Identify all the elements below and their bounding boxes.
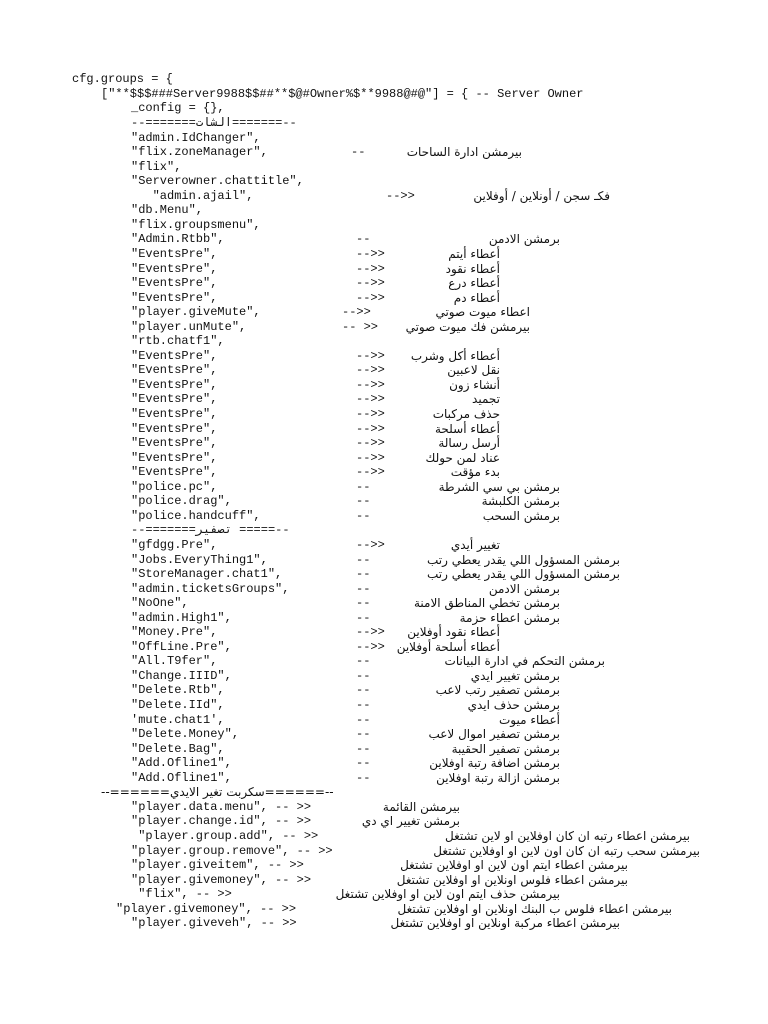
- code-line: "Serverowner.chattitle",: [131, 174, 304, 189]
- arabic-comment: أنشاء زون: [449, 377, 500, 392]
- comment-marker: --: [356, 727, 371, 742]
- arabic-comment: بيرمشن القائمة: [382, 799, 460, 814]
- arabic-comment: برمشن ازالة رتبة اوفلاين: [436, 770, 560, 785]
- code-line: "All.T9fer",: [131, 654, 218, 669]
- comment-marker: -->>: [356, 537, 385, 552]
- comment-marker: --: [351, 145, 366, 160]
- comment-marker: --: [356, 581, 371, 596]
- code-line: "admin.IdChanger",: [131, 130, 261, 145]
- code-line: "EventsPre",: [131, 436, 218, 451]
- comment-marker: --: [356, 479, 371, 494]
- arabic-comment: برمشن السحب: [482, 508, 560, 523]
- code-line: "StoreManager.chat1",: [131, 567, 283, 582]
- code-header-line: cfg.groups = {: [72, 72, 173, 86]
- code-line: "EventsPre",: [131, 261, 218, 276]
- code-line: "EventsPre",: [131, 407, 218, 421]
- comment-marker: --: [356, 552, 371, 567]
- arabic-comment: برمشن تخطي المناطق الامنة: [413, 596, 560, 611]
- code-line: "admin.ajail",: [131, 188, 254, 203]
- comment-marker: -->>: [356, 246, 385, 261]
- arabic-comment: تجميد: [472, 392, 500, 407]
- arabic-comment: برمشن تصفير رتب لاعب: [435, 683, 560, 698]
- comment-marker: -->>: [356, 450, 385, 465]
- comment-marker: --: [356, 610, 371, 625]
- arabic-comment: أعطاء نقود: [445, 261, 500, 276]
- code-header-line: ["**$$$###Server9988$$##**$@#Owner%$**9988@#@"] = { -- Server Owner: [101, 87, 584, 101]
- comment-marker: -->>: [356, 363, 385, 378]
- code-line: --=======الشات=======--: [131, 116, 297, 130]
- code-line: "admin.High1",: [131, 610, 232, 625]
- code-header-line: _config = {},: [131, 101, 225, 115]
- code-line: "EventsPre",: [131, 246, 218, 261]
- code-line: "player.giveitem", -- >>: [131, 858, 304, 873]
- comment-marker: -->>: [356, 421, 385, 436]
- arabic-comment: برمشن اعطاء حزمة: [459, 610, 560, 625]
- code-line: "police.drag",: [131, 494, 232, 509]
- code-line: "EventsPre",: [131, 348, 218, 363]
- comment-marker: -->>: [356, 625, 385, 640]
- code-line: "Delete.Rtb",: [131, 683, 225, 698]
- comment-marker: --: [356, 770, 371, 785]
- arabic-comment: أعطاء أيتم: [448, 246, 500, 261]
- code-line: "Delete.Bag",: [131, 741, 225, 756]
- comment-marker: --: [356, 756, 371, 771]
- code-line: "Money.Pre",: [131, 625, 218, 640]
- comment-marker: -->>: [356, 407, 385, 421]
- comment-marker: -->>: [356, 392, 385, 407]
- code-line: "player.data.menu", -- >>: [131, 799, 312, 814]
- comment-marker: --: [356, 232, 371, 247]
- comment-marker: -->>: [356, 261, 385, 276]
- comment-marker: --: [356, 567, 371, 582]
- arabic-comment: تغيير أيدي: [450, 537, 500, 552]
- arabic-comment: بيرمشن اعطاء ايتم اون لاين او اوفلاين تشتغل: [400, 858, 628, 873]
- comment-marker: -->>: [356, 639, 385, 654]
- code-line: "Add.Ofline1",: [131, 770, 232, 785]
- arabic-comment: برمشن بي سي الشرطة: [438, 479, 560, 494]
- code-line: "NoOne",: [131, 596, 189, 611]
- code-line: "gfdgg.Pre",: [131, 537, 218, 552]
- code-line: "player.unMute",: [131, 319, 247, 334]
- arabic-comment: حذف مركبات: [432, 407, 500, 421]
- arabic-comment: بدء مؤقت: [450, 465, 500, 480]
- code-line: "EventsPre",: [131, 363, 218, 378]
- comment-marker: -->>: [356, 276, 385, 291]
- comment-marker: -->>: [356, 465, 385, 480]
- comment-marker: --: [356, 668, 371, 683]
- code-line: "Delete.Money",: [131, 727, 240, 742]
- arabic-comment: برمشن الكلبشة: [481, 494, 560, 509]
- code-line: "police.pc",: [131, 479, 218, 494]
- comment-marker: -->>: [356, 290, 385, 305]
- comment-marker: --: [356, 654, 371, 669]
- comment-marker: --: [356, 508, 371, 523]
- arabic-comment: برمشن تصفير الحقيبة: [451, 741, 560, 756]
- code-line: "rtb.chatf1",: [131, 334, 225, 349]
- arabic-comment: أعطاء دم: [453, 290, 500, 305]
- code-line: "police.handcuff",: [131, 508, 261, 523]
- code-line: "EventsPre",: [131, 276, 218, 291]
- arabic-comment: برمشن التحكم في ادارة البيانات: [444, 654, 605, 669]
- code-line: "Change.IIID",: [131, 668, 232, 683]
- arabic-comment: برمشن المسؤول اللي يقدر يعطي رتب: [426, 567, 620, 582]
- comment-marker: --: [356, 683, 371, 698]
- arabic-comment: بيرمشن حذف ايتم اون لاين او اوفلاين تشتغل: [335, 887, 560, 902]
- arabic-comment: برمشن الادمن: [488, 581, 560, 596]
- code-line: "EventsPre",: [131, 290, 218, 305]
- code-line: "db.Menu",: [131, 203, 204, 218]
- code-line: "player.giveveh", -- >>: [131, 916, 297, 931]
- code-line: "player.group.add", -- >>: [131, 828, 319, 843]
- comment-marker: --: [356, 698, 371, 712]
- code-line: 'mute.chat1',: [131, 712, 225, 727]
- arabic-comment: أعطاء أكل وشرب: [410, 348, 500, 363]
- code-line: "player.givemoney", -- >>: [116, 901, 297, 916]
- code-line: "Add.Ofline1",: [131, 756, 232, 771]
- comment-marker: -- >>: [342, 319, 379, 334]
- code-line: "EventsPre",: [131, 450, 218, 465]
- comment-marker: --: [356, 712, 371, 727]
- code-line: "player.givemoney", -- >>: [131, 872, 312, 887]
- arabic-comment: أعطاء أسلحة: [435, 421, 500, 436]
- arabic-comment: برمشن اضافة رتبة اوفلاين: [429, 756, 560, 771]
- comment-marker: -->>: [356, 348, 385, 363]
- code-line: "player.giveMute",: [131, 305, 261, 320]
- arabic-comment: أعطاء ميوت: [499, 712, 560, 727]
- code-line: "flix", -- >>: [131, 887, 232, 902]
- arabic-comment: نقل لاعبين: [447, 363, 500, 378]
- arabic-comment: بيرمشن ادارة الساحات: [406, 145, 522, 160]
- comment-marker: --: [356, 596, 371, 611]
- code-line: "Jobs.EveryThing1",: [131, 552, 268, 567]
- arabic-comment: برمشن تغيير ايدي: [470, 668, 560, 683]
- arabic-comment: أعطاء درع: [448, 276, 500, 291]
- code-line: "player.change.id", -- >>: [131, 814, 312, 829]
- arabic-comment: بيرمشن اعطاء فلوس اونلاين او اوفلاين تشتغل: [396, 872, 628, 887]
- section-header: --======سكربت تغير الايدي======--: [101, 785, 334, 800]
- arabic-comment: برمشن تصفير اموال لاعب: [428, 727, 560, 742]
- code-line: "Delete.IId",: [131, 698, 225, 712]
- code-line: "EventsPre",: [131, 392, 218, 407]
- code-line: "admin.ticketsGroups",: [131, 581, 290, 596]
- arabic-comment: اعطاء ميوت صوتي: [435, 305, 530, 320]
- arabic-comment: بيرمشن سحب رتبه ان كان اون لاين او اوفلاين تشتغل: [433, 843, 700, 858]
- arabic-comment: فكـ سجن / أونلاين / أوفلاين: [473, 188, 610, 203]
- arabic-comment: أعطاء أسلحة أوفلاين: [396, 639, 500, 654]
- code-line: "player.group.remove", -- >>: [131, 843, 333, 858]
- code-line: "flix.zoneManager",: [131, 145, 268, 160]
- arabic-comment: برمشن حذف ايدي: [467, 698, 560, 712]
- arabic-comment: عناد لمن حولك: [425, 450, 500, 465]
- comment-marker: -->>: [342, 305, 371, 320]
- code-line: "Admin.Rtbb",: [131, 232, 225, 247]
- code-line: "EventsPre",: [131, 465, 218, 480]
- comment-marker: -->>: [386, 188, 423, 203]
- code-line: "flix.groupsmenu",: [131, 217, 261, 232]
- comment-marker: --: [356, 741, 371, 756]
- code-line: "flix",: [131, 159, 182, 174]
- arabic-comment: أعطاء نقود أوفلاين: [407, 625, 500, 640]
- arabic-comment: برمشن الادمن: [488, 232, 560, 247]
- comment-marker: --: [356, 494, 371, 509]
- comment-marker: -->>: [356, 377, 385, 392]
- arabic-comment: بيرمشن اعطاء مركبة اونلاين او اوفلاين تشتغل: [390, 916, 620, 931]
- code-line: "OffLine.Pre",: [131, 639, 232, 654]
- arabic-comment: بيرمشن اعطاء رتبه ان كان اوفلاين او لاين تشتغل: [444, 828, 690, 843]
- code-line: --=======تصفير =====--: [131, 523, 290, 538]
- comment-marker: -->>: [356, 436, 385, 451]
- arabic-comment: برمشن تغيير اي دي: [361, 814, 460, 829]
- arabic-comment: بيرمشن فك ميوت صوتي: [405, 319, 530, 334]
- code-line: "EventsPre",: [131, 421, 218, 436]
- arabic-comment: أرسل رسالة: [438, 436, 500, 451]
- code-line: "EventsPre",: [131, 377, 218, 392]
- arabic-comment: بيرمشن اعطاء فلوس ب البنك اونلاين او اوفلاين تشتغل: [397, 901, 672, 916]
- arabic-comment: برمشن المسؤول اللي يقدر يعطي رتب: [426, 552, 620, 567]
